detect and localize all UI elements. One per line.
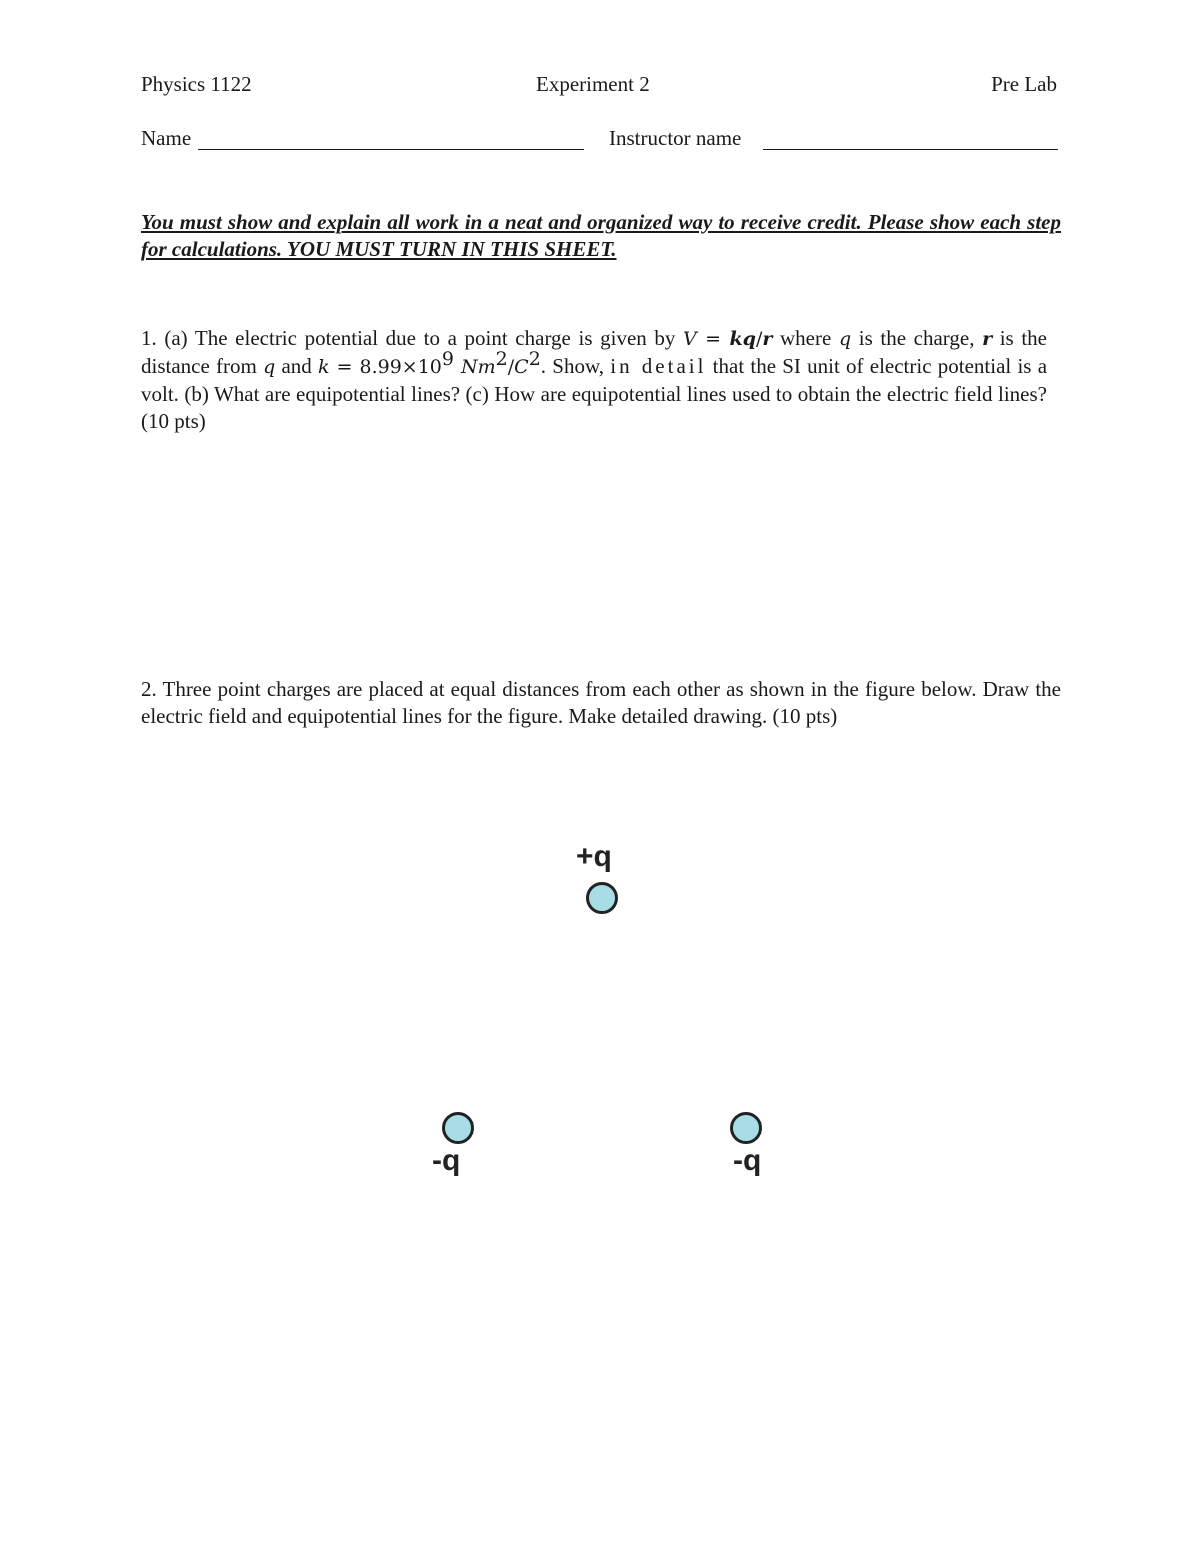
document-type: Pre Lab [991, 72, 1057, 96]
question-2: 2. Three point charges are placed at equal distances from each other as shown in the figure below. Draw the electric field and equipotential lines for the figure. Make detailed drawing. (10 pts) [141, 677, 1061, 728]
name-field[interactable] [198, 149, 584, 150]
instructor-name-field[interactable] [763, 149, 1058, 150]
course-title: Physics 1122 [141, 72, 252, 96]
question-1: 1. (a) The electric potential due to a point charge is given by V = kq/r where q is the charge, r is the distance from q and $k = 8.99\times 10^9$ $Nm^2/C^2$. Show, in detail that the SI unit of electric potential is a volt. (b) What are equipotential lines? (c) How are equipotential lines used to obtain the electric field lines? (10 pts) [141, 326, 1048, 433]
experiment-title: Experiment 2 [536, 72, 650, 96]
positive-charge-circle [586, 882, 618, 914]
negative-charge-left-label: -q [432, 1144, 461, 1177]
name-label: Name [141, 126, 192, 150]
negative-charge-left-circle [442, 1112, 474, 1144]
negative-charge-right-label: -q [733, 1144, 762, 1177]
negative-charge-right-circle [730, 1112, 762, 1144]
instructor-name-label: Instructor name [609, 126, 742, 150]
instructions-note: You must show and explain all work in a neat and organized way to receive credit. Please show each step for calculations. YOU MUST TURN IN THIS SHEET. [141, 210, 1061, 261]
positive-charge-label: +q [576, 840, 612, 873]
